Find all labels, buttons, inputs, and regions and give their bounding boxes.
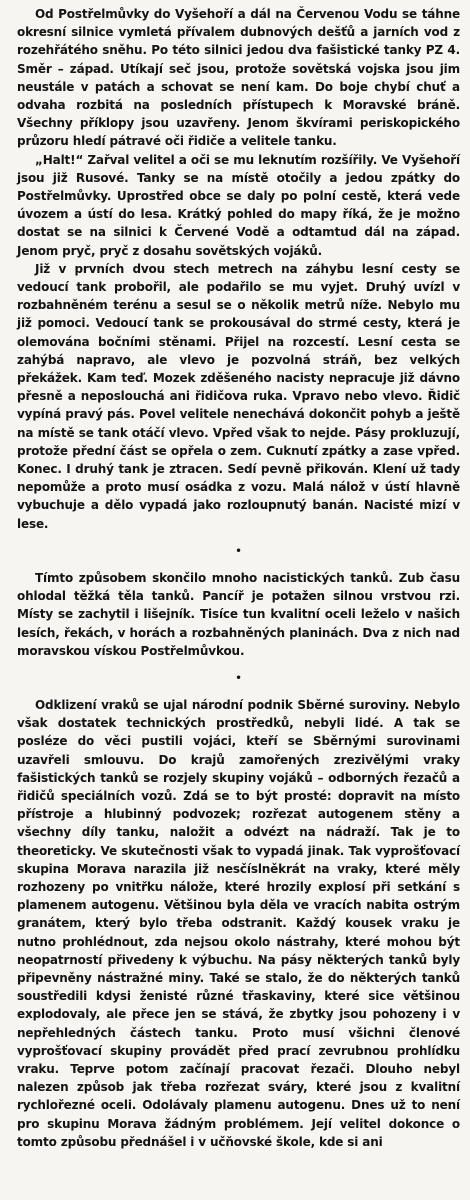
article-column bbox=[17, 5, 460, 1151]
section-separator: • bbox=[235, 545, 242, 557]
paragraph-tanks-stuck: Již v prvních dvou stech metrech na záhybu lesní cesty se vedoucí tank probořil, ale podařilo se mu vyjet. Druhý uvízl v rozbahněném terénu a sesul se o několik metrů níže. Nebylo mu již pomoci. Vedoucí tank se prokousával do strmé cesty, která je olemována bočními stěnami. Přijel na rozcestí. Lesní cesta se zahýbá napravo, ale vlevo je pozvolná stráň, bez velkých překážek. Kam teď. Mozek zděšeného nacisty nepracuje již dávno přesně a neposlouchá ani řidičova ruka. Vpravo nebo vlevo. Řidič vypíná pravý pás. Povel velitele nenechává dokončit pohyb a ještě na místě se tank otáčí vlevo. Vpřed však to nejde. Pásy prokluzují, protože přední část se opřela o zem. Cuknutí zpátky a zase vpřed. Konec. I druhý tank je ztracen. Sedí pevně přikován. Klení už tady nepomůže a proto musí osádka z vozu. Malá nálož v ústí hlavně vybuchuje a dělo vypadá jako rozloupnutý banán. Nacisté mizí v lese. bbox=[17, 261, 460, 531]
paragraph-rusted-tanks: Tímto způsobem skončilo mnoho nacistických tanků. Zub času ohlodal těžká těla tanků. Pancíř je potažen silnou vrstvou rzi. Místy se zachytil i lišejník. Tisíce tun kvalitní oceli leželo v našich lesích, řekách, v horách a rozbahněných planinách. Dva z nich nad moravskou vískou Postřelmůvkou. bbox=[17, 570, 460, 658]
paragraph-halt: „Halt!“ Zařval velitel a oči se mu leknutím rozšířily. Ve Vyšehoří jsou již Rusové. Tanky se na místě otočily a jedou zpátky do Postřelmůvky. Uprostřed obce se daly po polní cestě, která vede úvozem a ústí do lesa. Krátký pohled do mapy říká, že je možno dostat se na silnici k Červené Vodě a odtamtud dál na západ. Jenom pryč, pryč z dosahu sovětských vojáků. bbox=[17, 152, 460, 258]
paragraph-tanks-retreat: Od Postřelmůvky do Vyšehoří a dál na Červenou Vodu se táhne okresní silnice vymletá přívalem dubnových dešťů a jarních vod z rozehřátého sněhu. Po této silnici jedou dva fašistické tanky PZ 4. Směr – západ. Utíkají seč jsou, protože sovětská vojska jsou jim neustále v patách a schovat se není kam. Do boje chybí chuť a odvaha rozbitá na posledních přístupech k Moravské bráně. Všechny příklopy jsou uzavřeny. Jenom škvírami periskopického průzoru hledí pátravé oči řidiče a velitele tanku. bbox=[17, 7, 460, 149]
section-separator: • bbox=[235, 672, 242, 684]
paragraph-wreck-removal: Odklizení vraků se ujal národní podnik Sběrné suroviny. Nebylo však dostatek technických prostředků, nebyli lidé. A tak se posléze do věci pustili vojáci, kteří se Sběrnými surovinami uzavřeli smlouvu. Do krajů zamořených zrezivělými vraky fašistických tanků se rozjely skupiny vojáků – odborných řezačů a řidičů speciálních vozů. Zdá se to být prosté: dopravit na místo přístroje a hlubinný podvozek; rozřezat autogenem stěny a všechny díly tanku, naložit a odvézt na nádraží. Tak je to theoreticky. Ve skutečnosti však to vypadá jinak. Tak vyprošťovací skupina Morava narazila již nesčíslněkrát na vraky, které měly rozhozeny po vnitřku nálože, které hrozily explosí při setkání s plamenem autogenu. Většinou byla děla ve vracích nabita ostrým granátem, který bylo třeba odstranit. Každý kousek vraku je nutno prohlédnout, zda nejsou okolo nástrahy, které mohou být neopatrností přivedeny k výbuchu. Na pásy některých tanků byly připevněny nástražné miny. Také se stalo, že do některých tanků soustředili kdysi ženisté různé třaskaviny, které sice většinou explodovaly, ale přece jen se stává, že zbytky jsou pohozeny i v nepřehledných částech tanku. Proto musí všichni členové vyprošťovací skupiny provádět před prací zevrubnou prohlídku vraku. Teprve potom začínají pracovat řezači. Dlouho nebyl nalezen způsob jak třeba rozřezat sváry, které jsou z kvalitní rychlořezné oceli. Odolávaly plamenu autogenu. Dnes už to není pro skupinu Morava žádným problémem. Její velitel dokonce o tomto způsobu přednášel i v učňovské škole, kde si ani bbox=[17, 697, 460, 1149]
